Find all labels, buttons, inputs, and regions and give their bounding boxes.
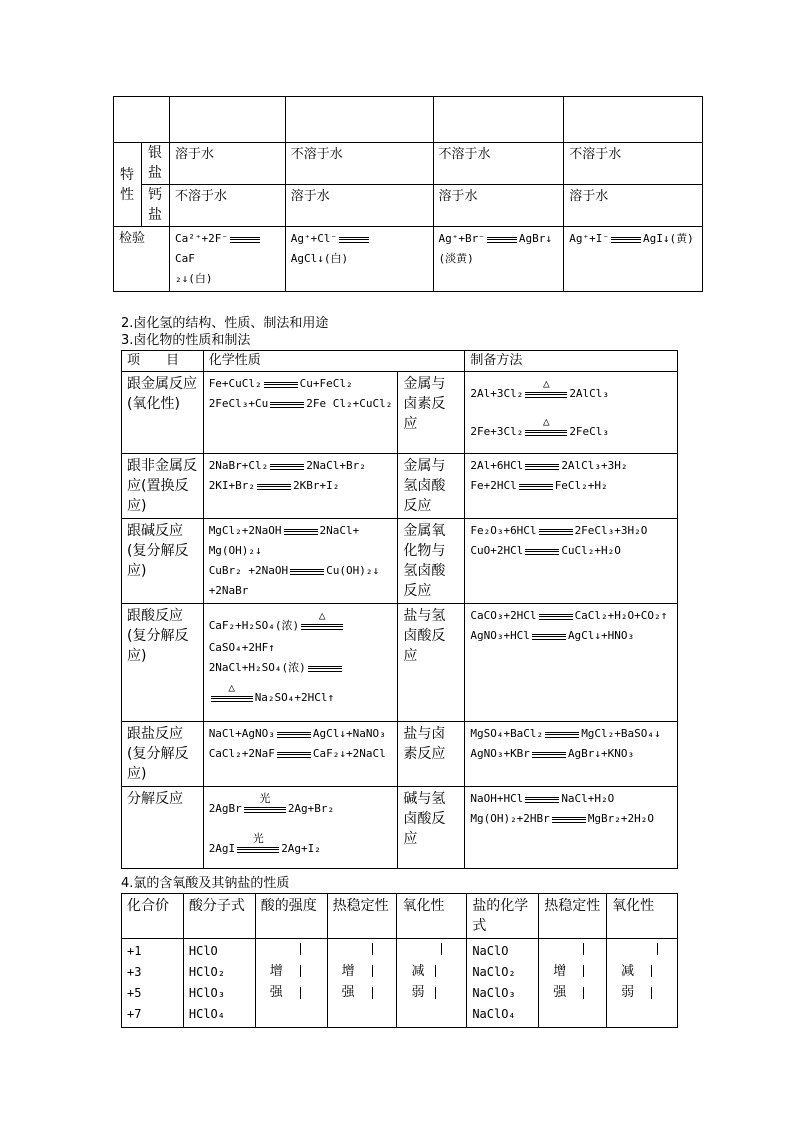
header-cell: 氧化性 — [607, 894, 678, 939]
equation-left: CaCl₂+2NaF — [208, 747, 275, 760]
equals-sign — [532, 747, 566, 761]
equation-line — [209, 541, 393, 561]
table-header-row — [122, 894, 678, 939]
equation-tail: (淡黄) — [438, 252, 474, 265]
table-row — [114, 185, 703, 227]
header-cell: 化合价 — [122, 894, 184, 939]
table-cell — [169, 97, 285, 143]
equation-right: CaF — [174, 252, 195, 265]
table-cell: 不溶于水 — [169, 185, 285, 227]
equals-sign — [270, 459, 304, 473]
equation-line — [470, 809, 672, 829]
header-cell: 项 目 — [122, 351, 204, 372]
equation-right: FeCl₂+H₂ — [554, 479, 608, 492]
table-cell — [114, 97, 170, 143]
equals-sign — [339, 232, 369, 246]
equation-left: Ag⁺+Cl⁻ — [290, 232, 338, 245]
equation-tail: Mg(OH)₂↓ — [208, 544, 262, 557]
table-row — [114, 97, 703, 143]
equation-right: MgCl₂+BaSO₄↓ — [581, 727, 661, 740]
equation-line — [209, 394, 393, 414]
header-cell: 热稳定性 — [539, 894, 607, 939]
equation-line — [470, 415, 672, 442]
trend-text: 增强 — [553, 964, 567, 1000]
table-header-row — [122, 351, 678, 372]
equation-right: NaCl+H₂O — [561, 792, 615, 805]
equals-sign — [525, 792, 559, 806]
silver-salt-label: 银盐 — [141, 143, 169, 185]
equation-line — [470, 606, 672, 626]
equals-sign — [270, 397, 304, 411]
reaction-condition: 光 — [252, 832, 264, 845]
table-row — [122, 787, 678, 869]
equals-sign — [257, 479, 291, 493]
trend-text: 减弱 — [621, 964, 635, 1000]
table-cell: 溶于水 — [433, 185, 564, 227]
test-label: 检验 — [114, 227, 170, 292]
calcium-salt-label: 钙盐 — [141, 185, 169, 227]
test-cell — [433, 227, 564, 292]
table-cell — [285, 97, 433, 143]
equation-left: 2Al+3Cl₂ — [470, 387, 524, 400]
trend-text: 增强 — [269, 964, 283, 1000]
header-cell: 化学性质 — [203, 351, 465, 372]
header-cell: 氧化性 — [397, 894, 467, 939]
equation-line — [208, 609, 393, 636]
equation-right: 2AlCl₃+3H₂ — [561, 459, 628, 472]
salt-formula: NaClO₄ — [472, 1007, 516, 1021]
table-cell: 不溶于水 — [285, 143, 433, 185]
reaction-condition: △ — [318, 609, 326, 622]
header-cell: 制备方法 — [465, 351, 678, 372]
table-cell: 溶于水 — [564, 185, 703, 227]
preparation-method-label: 盐与卤素反应 — [398, 722, 465, 787]
reaction-type-label: 跟非金属反应(置换反应) — [122, 454, 204, 519]
equation-left: NaOH+HCl — [470, 792, 524, 805]
equation-tail: +2NaBr — [208, 584, 249, 597]
equation-left: 2Al+6HCl — [470, 459, 524, 472]
test-cell — [169, 227, 285, 292]
equals-sign — [308, 661, 342, 675]
equation-right: CuCl₂+H₂O — [561, 544, 621, 557]
equation-line — [470, 626, 672, 646]
equation-right: Cu+FeCl₂ — [299, 377, 353, 390]
equation-right: AgBr↓ — [518, 232, 552, 245]
acid-formula: HClO₄ — [188, 1007, 225, 1021]
table-cell: 溶于水 — [285, 185, 433, 227]
acid-formula: HClO₂ — [188, 965, 225, 979]
table-row — [122, 604, 678, 722]
chlorine-oxyacid-table — [121, 893, 678, 1028]
equation-left: Ag⁺+Br⁻ — [438, 232, 485, 245]
acid-strength-cell — [255, 939, 327, 1028]
equation-left: Ca²⁺+2F⁻ — [174, 232, 228, 245]
valence: +3 — [127, 965, 142, 979]
equation-right: 2Fe Cl₂+CuCl₂ — [306, 397, 393, 410]
preparation-cell — [465, 604, 678, 722]
valence: +1 — [127, 944, 142, 958]
reaction-condition: △ — [543, 377, 550, 390]
equation-tail: Na₂SO₄+2HCl↑ — [254, 691, 335, 704]
chemical-properties-cell — [203, 604, 398, 722]
equation-left: MgCl₂+2NaOH — [208, 524, 282, 537]
salt-oxidizing-cell — [607, 939, 678, 1028]
equals-sign — [277, 747, 311, 761]
equation-right: 2KBr+I₂ — [293, 479, 340, 492]
equation-left: Fe+2HCl — [470, 479, 517, 492]
equation-right: AgBr↓+KNO₃ — [567, 747, 635, 760]
chemical-properties-cell — [203, 787, 398, 869]
equation-line — [209, 374, 393, 394]
header-cell: 酸分子式 — [183, 894, 255, 939]
reaction-condition: △ — [228, 681, 235, 694]
equation-line — [470, 724, 672, 744]
equation-left: CaF₂+H₂SO₄(浓) — [208, 619, 300, 632]
table-cell: 不溶于水 — [433, 143, 564, 185]
equation-left: 2FeCl₃+Cu — [208, 397, 269, 410]
table-row — [122, 722, 678, 787]
halide-properties-table — [121, 350, 678, 869]
table-row — [114, 143, 703, 185]
equation-right: 2NaCl+ — [319, 524, 360, 537]
equals-sign — [284, 524, 318, 538]
header-cell: 酸的强度 — [255, 894, 327, 939]
section-heading: 4.氯的含氧酸及其钠盐的性质 — [121, 876, 290, 891]
preparation-cell — [465, 722, 678, 787]
equation-left: Mg(OH)₂+2HBr — [470, 812, 550, 825]
chemical-properties-cell — [203, 454, 398, 519]
equation-line — [209, 581, 393, 601]
reaction-type-label: 跟金属反应(氧化性) — [122, 372, 204, 454]
equation-left: 2AgI — [208, 842, 236, 855]
reaction-type-label: 跟碱反应(复分解反应) — [122, 519, 204, 604]
equation-line — [470, 789, 672, 809]
salt-formula-cell — [467, 939, 539, 1028]
equation-right: 2Ag+I₂ — [281, 842, 321, 855]
equals-sign — [532, 629, 566, 643]
trend-text: 增强 — [341, 964, 355, 1000]
chemical-properties-cell — [203, 372, 398, 454]
salt-formula: NaClO₃ — [472, 986, 516, 1000]
section-heading: 3.卤化物的性质和制法 — [121, 333, 251, 348]
equals-sign — [230, 232, 260, 246]
equals-sign — [519, 479, 553, 493]
equation-line — [470, 541, 672, 561]
equation-right: 2Ag+Br₂ — [287, 802, 335, 815]
equation-left: AgNO₃+HCl — [470, 629, 530, 642]
table-cell: 不溶于水 — [564, 143, 703, 185]
equation-left: CuO+2HCl — [470, 544, 524, 557]
equation-line — [209, 744, 393, 764]
equals-sign — [552, 812, 586, 826]
table-row — [122, 454, 678, 519]
equation-line — [209, 476, 393, 496]
acid-formula: HClO₃ — [188, 986, 225, 1000]
equation-left: AgNO₃+KBr — [470, 747, 530, 760]
equals-sign — [611, 232, 641, 246]
chemical-properties-cell — [203, 722, 398, 787]
salt-formula: NaClO₂ — [472, 965, 516, 979]
table-row — [122, 939, 678, 1028]
equals-sign — [525, 544, 559, 558]
header-cell: 热稳定性 — [327, 894, 397, 939]
table-cell — [564, 97, 703, 143]
equation-line — [470, 377, 672, 404]
equation-line — [209, 681, 393, 708]
equation-line — [209, 638, 393, 658]
equation-line — [208, 792, 393, 819]
test-cell — [564, 227, 703, 292]
equation-tail: ₂↓(白) — [174, 272, 213, 285]
equation-right: MgBr₂+2H₂O — [587, 812, 655, 825]
equals-sign — [211, 681, 253, 705]
trend-text: 减弱 — [411, 964, 425, 1000]
table-row — [114, 227, 703, 292]
equals-sign — [539, 609, 573, 623]
equals-sign — [525, 459, 559, 473]
equals-sign — [264, 377, 298, 391]
equation-line — [470, 476, 672, 496]
halide-salt-table — [113, 96, 703, 292]
reaction-condition: △ — [543, 415, 550, 428]
equation-line — [470, 744, 672, 764]
equation-right: AgCl↓+HNO₃ — [567, 629, 635, 642]
equation-right: CaCl₂+H₂O+CO₂↑ — [574, 609, 668, 622]
equation-right: AgCl↓+NaNO₃ — [312, 727, 386, 740]
equation-left: 2NaBr+Cl₂ — [208, 459, 269, 472]
header-cell: 盐的化学式 — [467, 894, 539, 939]
equation-left: Fe+CuCl₂ — [208, 377, 262, 390]
equation-line — [209, 561, 393, 581]
equation-right: AgCl↓(白) — [290, 252, 349, 265]
valence: +7 — [127, 1007, 142, 1021]
equation-line — [209, 456, 393, 476]
acid-oxidizing-cell — [397, 939, 467, 1028]
equation-left: MgSO₄+BaCl₂ — [470, 727, 544, 740]
preparation-method-label: 金属氧化物与氢卤酸反应 — [398, 519, 465, 604]
equation-right: 2FeCl₃ — [569, 425, 610, 438]
preparation-method-label: 盐与氢卤酸反应 — [398, 604, 465, 722]
equation-right: Cu(OH)₂↓ — [326, 564, 380, 577]
equation-line — [209, 521, 393, 541]
preparation-cell — [465, 454, 678, 519]
equation-left: NaCl+AgNO₃ — [208, 727, 275, 740]
acid-formula: HClO — [188, 944, 218, 958]
equals-sign — [244, 792, 286, 816]
equals-sign — [237, 832, 279, 856]
preparation-method-label: 碱与氢卤酸反应 — [398, 787, 465, 869]
test-cell — [285, 227, 433, 292]
acid-formula-cell — [183, 939, 255, 1028]
chemical-properties-cell — [203, 519, 398, 604]
equals-sign — [487, 232, 517, 246]
equals-sign — [525, 377, 567, 401]
equation-left: 2KI+Br₂ — [208, 479, 256, 492]
equation-line — [209, 658, 393, 678]
equation-left: Ag⁺+I⁻ — [569, 232, 609, 245]
preparation-cell — [465, 372, 678, 454]
equation-left: CaCO₃+2HCl — [470, 609, 537, 622]
equals-sign — [525, 415, 567, 439]
equals-sign — [290, 564, 324, 578]
equation-line — [208, 832, 393, 859]
acid-stability-cell — [327, 939, 397, 1028]
equation-right: 2FeCl₃+3H₂O — [574, 524, 648, 537]
equation-right: CaF₂↓+2NaCl — [312, 747, 386, 760]
equation-left: 2Fe+3Cl₂ — [470, 425, 524, 438]
equation-line — [470, 521, 672, 541]
equation-left: CuBr₂ +2NaOH — [208, 564, 289, 577]
table-cell — [433, 97, 564, 143]
equation-right: 2AlCl₃ — [569, 387, 610, 400]
equation-left: Fe₂O₃+6HCl — [470, 524, 537, 537]
section-heading: 2.卤化氢的结构、性质、制法和用途 — [121, 316, 329, 331]
equation-line — [209, 724, 393, 744]
equation-right: AgI↓(黄) — [642, 232, 694, 245]
preparation-method-label: 金属与氢卤酸反应 — [398, 454, 465, 519]
preparation-method-label: 金属与卤素反应 — [398, 372, 465, 454]
equation-line — [470, 456, 672, 476]
equation-left: 2NaCl+H₂SO₄(浓) — [208, 661, 306, 674]
table-row — [122, 372, 678, 454]
property-label: 特性 — [114, 143, 142, 227]
preparation-cell — [465, 519, 678, 604]
reaction-type-label: 跟盐反应(复分解反应) — [122, 722, 204, 787]
reaction-condition: 光 — [259, 792, 271, 805]
salt-formula: NaClO — [472, 944, 509, 958]
equation-tail: CaSO₄+2HF↑ — [208, 641, 275, 654]
equals-sign — [301, 609, 343, 633]
valence: +5 — [127, 986, 142, 1000]
equals-sign — [539, 524, 573, 538]
table-cell: 溶于水 — [169, 143, 285, 185]
preparation-cell — [465, 787, 678, 869]
equals-sign — [277, 727, 311, 741]
equation-right: 2NaCl+Br₂ — [306, 459, 366, 472]
reaction-type-label: 分解反应 — [122, 787, 204, 869]
valence-cell — [122, 939, 184, 1028]
table-row — [122, 519, 678, 604]
equals-sign — [545, 727, 579, 741]
equation-left: 2AgBr — [208, 802, 242, 815]
salt-stability-cell — [539, 939, 607, 1028]
reaction-type-label: 跟酸反应(复分解反应) — [122, 604, 204, 722]
